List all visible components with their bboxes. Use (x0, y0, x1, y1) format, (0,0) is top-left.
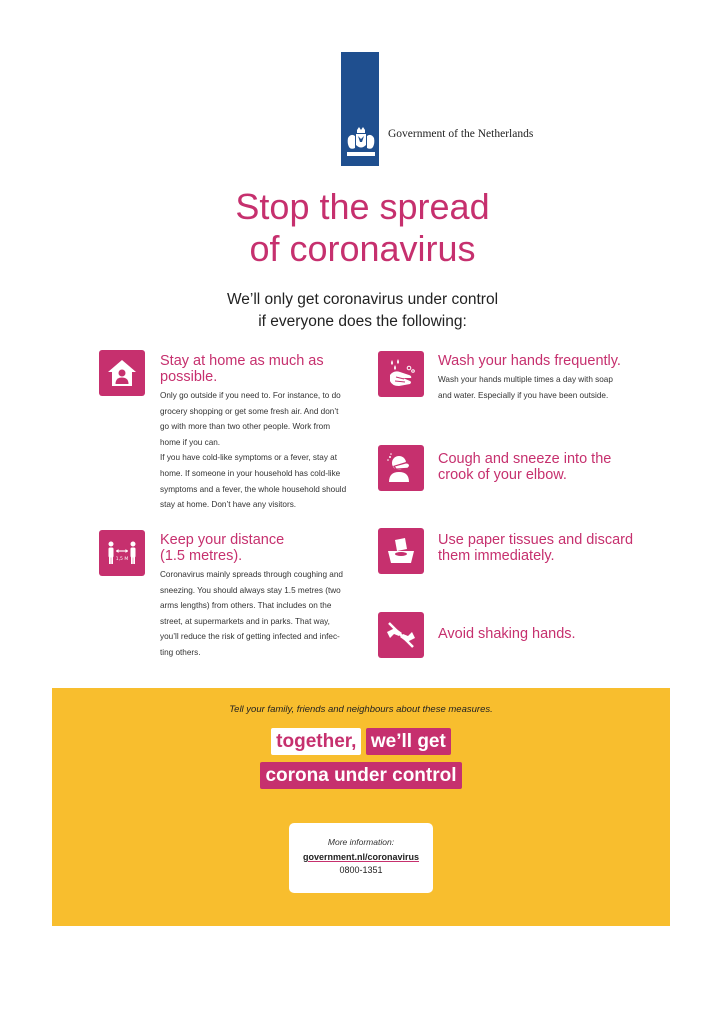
subtitle-line-1: We’ll only get coronavirus under control (226, 291, 499, 308)
organization-name: Government of the Netherlands (388, 128, 534, 140)
slogan-together: together, (271, 728, 361, 755)
wash-hands-body: Wash your hands multiple times a day with soap and water. Especially if you have been outside. (438, 375, 613, 400)
page-title (0, 186, 725, 270)
distance-icon (99, 530, 145, 576)
slogan-line-1 (52, 728, 670, 755)
website-link[interactable]: government.nl/coronavirus (302, 852, 420, 862)
tissue-box-icon (378, 528, 424, 574)
house-person-icon (99, 350, 145, 396)
title-line-1: Stop the spread (235, 186, 490, 227)
cough-heading: Cough and sneeze into the crook of your elbow. (438, 451, 612, 483)
wash-hands-heading: Wash your hands frequently. (438, 353, 621, 369)
stay-home-body: Only go outside if you need to. For instance, to do grocery shopping or get some fresh air. And don’t go with more than two other people. Work from home if you can. If you have cold-like symptoms or a fever, stay at home. If someone in your household has cold-like symptoms and a fever, the whole household should stay at home. Don’t have any visitors. (160, 391, 347, 510)
call-to-action-banner (52, 688, 670, 926)
title-line-2: of coronavirus (249, 228, 476, 269)
more-info-box (289, 823, 433, 893)
no-handshake-heading: Avoid shaking hands. (438, 626, 576, 642)
slogan-corona-control: corona under control (260, 762, 461, 789)
page-subtitle (0, 289, 725, 333)
phone-number: 0800-1351 (339, 865, 383, 875)
slogan-line-2 (52, 762, 670, 789)
slogan-well-get: we’ll get (366, 728, 451, 755)
cough-elbow-icon (378, 445, 424, 491)
no-handshake-icon (378, 612, 424, 658)
tissues-heading: Use paper tissues and discard them immediately. (438, 532, 634, 564)
banner-tell-text: Tell your family, friends and neighbours about these measures. (229, 704, 493, 715)
distance-icon-label: 1,5 M (115, 557, 129, 562)
distance-heading: Keep your distance (1.5 metres). (160, 532, 285, 564)
coat-of-arms-icon (344, 126, 378, 160)
stay-home-heading: Stay at home as much as possible. (160, 353, 324, 385)
subtitle-line-2: if everyone does the following: (258, 313, 467, 330)
hand-washing-icon (378, 351, 424, 397)
distance-body: Coronavirus mainly spreads through coughing and sneezing. You should always stay 1.5 metres (two arms lengths) from others. That includes on the street, at supermarkets and in parks. That way, you’ll reduce the risk of getting infected and infec- ting others. (160, 570, 343, 657)
more-info-label: More information: (327, 837, 395, 847)
